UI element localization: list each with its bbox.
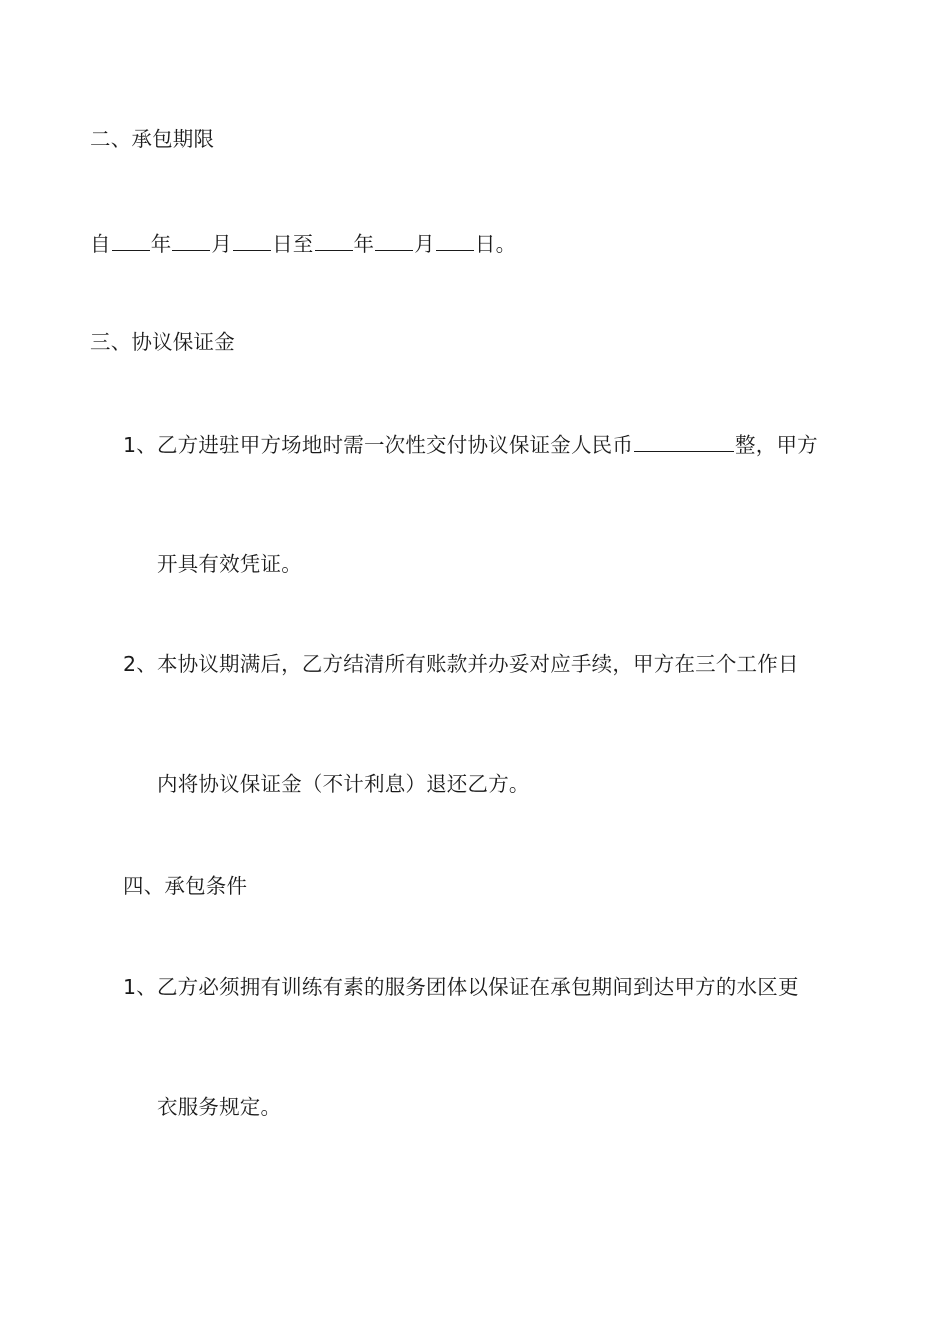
date-day-to-label: 日至 [272,232,314,256]
section-heading-conditions: 四、承包条件 [123,874,248,898]
conditions-item-1-line-1: 1、乙方必须拥有训练有素的服务团体以保证在承包期间到达甲方的水区更 [123,975,799,999]
blank-start-month [172,228,210,251]
blank-start-day [233,228,271,251]
deposit-item-2-line-1: 2、本协议期满后，乙方结清所有账款并办妥对应手续，甲方在三个工作日 [123,652,799,676]
blank-end-day [436,228,474,251]
date-year-label-1: 年 [150,232,172,256]
blank-deposit-amount [634,429,734,452]
conditions-item-1-line-2: 衣服务规定。 [157,1095,282,1119]
blank-start-year [112,228,150,251]
term-date-line [90,228,516,258]
date-month-label-1: 月 [211,232,233,256]
deposit-item-2-line-2: 内将协议保证金（不计利息）退还乙方。 [157,772,530,796]
deposit-item-1-text-after: 整，甲方 [735,433,818,457]
date-prefix: 自 [90,232,111,256]
date-year-label-2: 年 [353,232,375,256]
section-heading-term: 二、承包期限 [90,127,215,151]
blank-end-month [375,228,413,251]
blank-end-year [315,228,353,251]
deposit-item-1-line-1 [123,429,818,459]
date-month-label-2: 月 [414,232,435,256]
section-heading-deposit: 三、协议保证金 [90,330,235,354]
deposit-item-1-text-before: 1、乙方进驻甲方场地时需一次性交付协议保证金人民币 [123,433,634,457]
date-day-end-label: 日。 [474,232,517,256]
deposit-item-1-line-2: 开具有效凭证。 [157,552,302,576]
